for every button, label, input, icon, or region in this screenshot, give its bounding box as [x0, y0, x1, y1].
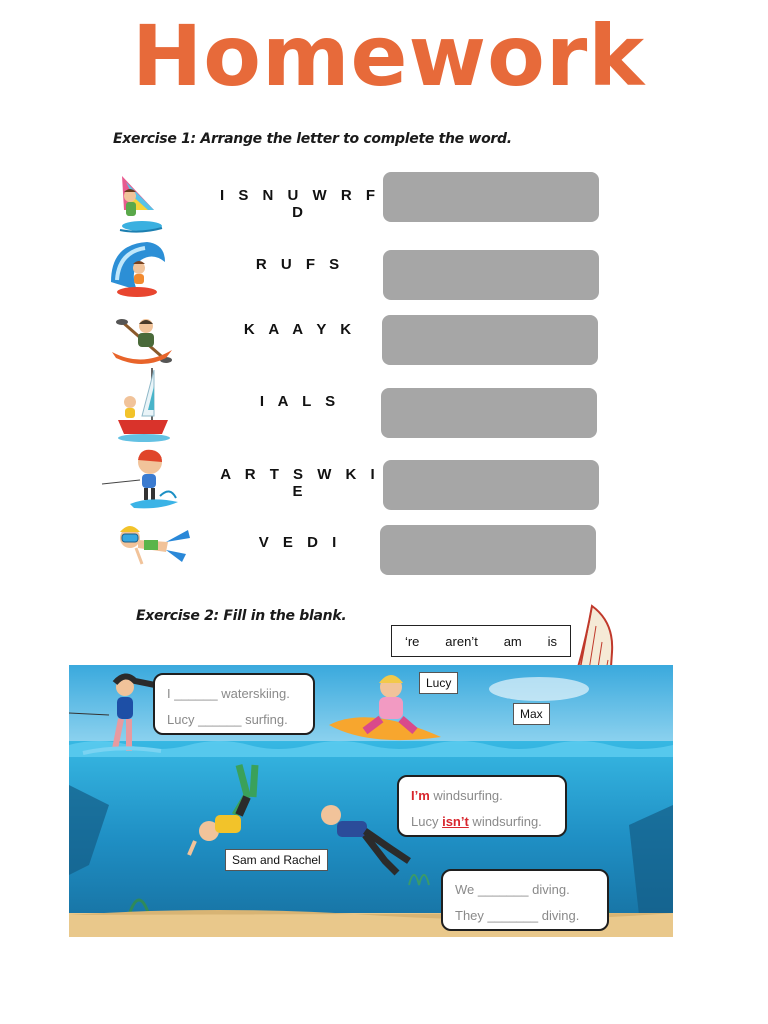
sailboat-icon — [114, 366, 172, 444]
waterskier-icon — [100, 446, 184, 512]
scrambled-word: I A L S — [259, 393, 341, 410]
bubble-line — [411, 809, 553, 835]
exercise-2-heading: Exercise 2: Fill in the blank. — [136, 608, 347, 624]
speech-bubble-waterskier — [153, 673, 315, 735]
bubble-line: Lucy ______ surfing. — [167, 712, 288, 727]
bubble-text: windsurfing. — [429, 788, 503, 803]
diver-icon — [116, 518, 192, 568]
answer-box[interactable] — [383, 460, 599, 510]
name-tag-sam-and-rachel: Sam and Rachel — [225, 849, 328, 871]
exercise-1-heading: Exercise 1: Arrange the letter to complete the word. — [113, 131, 512, 147]
highlighted-word: I’m — [411, 788, 430, 803]
kayaker-icon — [110, 312, 174, 370]
answer-box[interactable] — [382, 315, 598, 365]
scrambled-word: A R T S W K I E — [220, 466, 380, 500]
highlighted-word: isn’t — [442, 814, 469, 829]
bubble-line — [411, 783, 553, 809]
word-bank-item: is — [547, 633, 558, 649]
name-tag-lucy: Lucy — [419, 672, 458, 694]
bubble-text: windsurfing. — [468, 814, 542, 829]
answer-box[interactable] — [383, 250, 599, 300]
windsurfer-icon — [114, 174, 166, 236]
word-bank-item: ‘re — [404, 633, 420, 649]
answer-box[interactable] — [383, 172, 599, 222]
speech-bubble-divers — [441, 869, 609, 931]
speech-bubble-max — [397, 775, 567, 837]
bubble-line: They _______ diving. — [455, 908, 580, 923]
scrambled-word: V E D I — [258, 534, 342, 551]
word-bank-item: am — [503, 633, 522, 649]
scrambled-word: R U F S — [255, 256, 345, 273]
bubble-text: Lucy — [411, 814, 443, 829]
answer-box[interactable] — [380, 525, 596, 575]
bubble-line: We _______ diving. — [455, 882, 570, 897]
surfer-icon — [107, 238, 169, 302]
answer-box[interactable] — [381, 388, 597, 438]
scrambled-word: I S N U W R F D — [220, 187, 380, 221]
beach-scene — [69, 665, 673, 937]
name-tag-max: Max — [513, 703, 550, 725]
bubble-line: I ______ waterskiing. — [167, 686, 290, 701]
page-title: Homework — [132, 7, 646, 105]
word-bank-item: aren’t — [445, 633, 478, 649]
scrambled-word: K A A Y K — [243, 321, 357, 338]
